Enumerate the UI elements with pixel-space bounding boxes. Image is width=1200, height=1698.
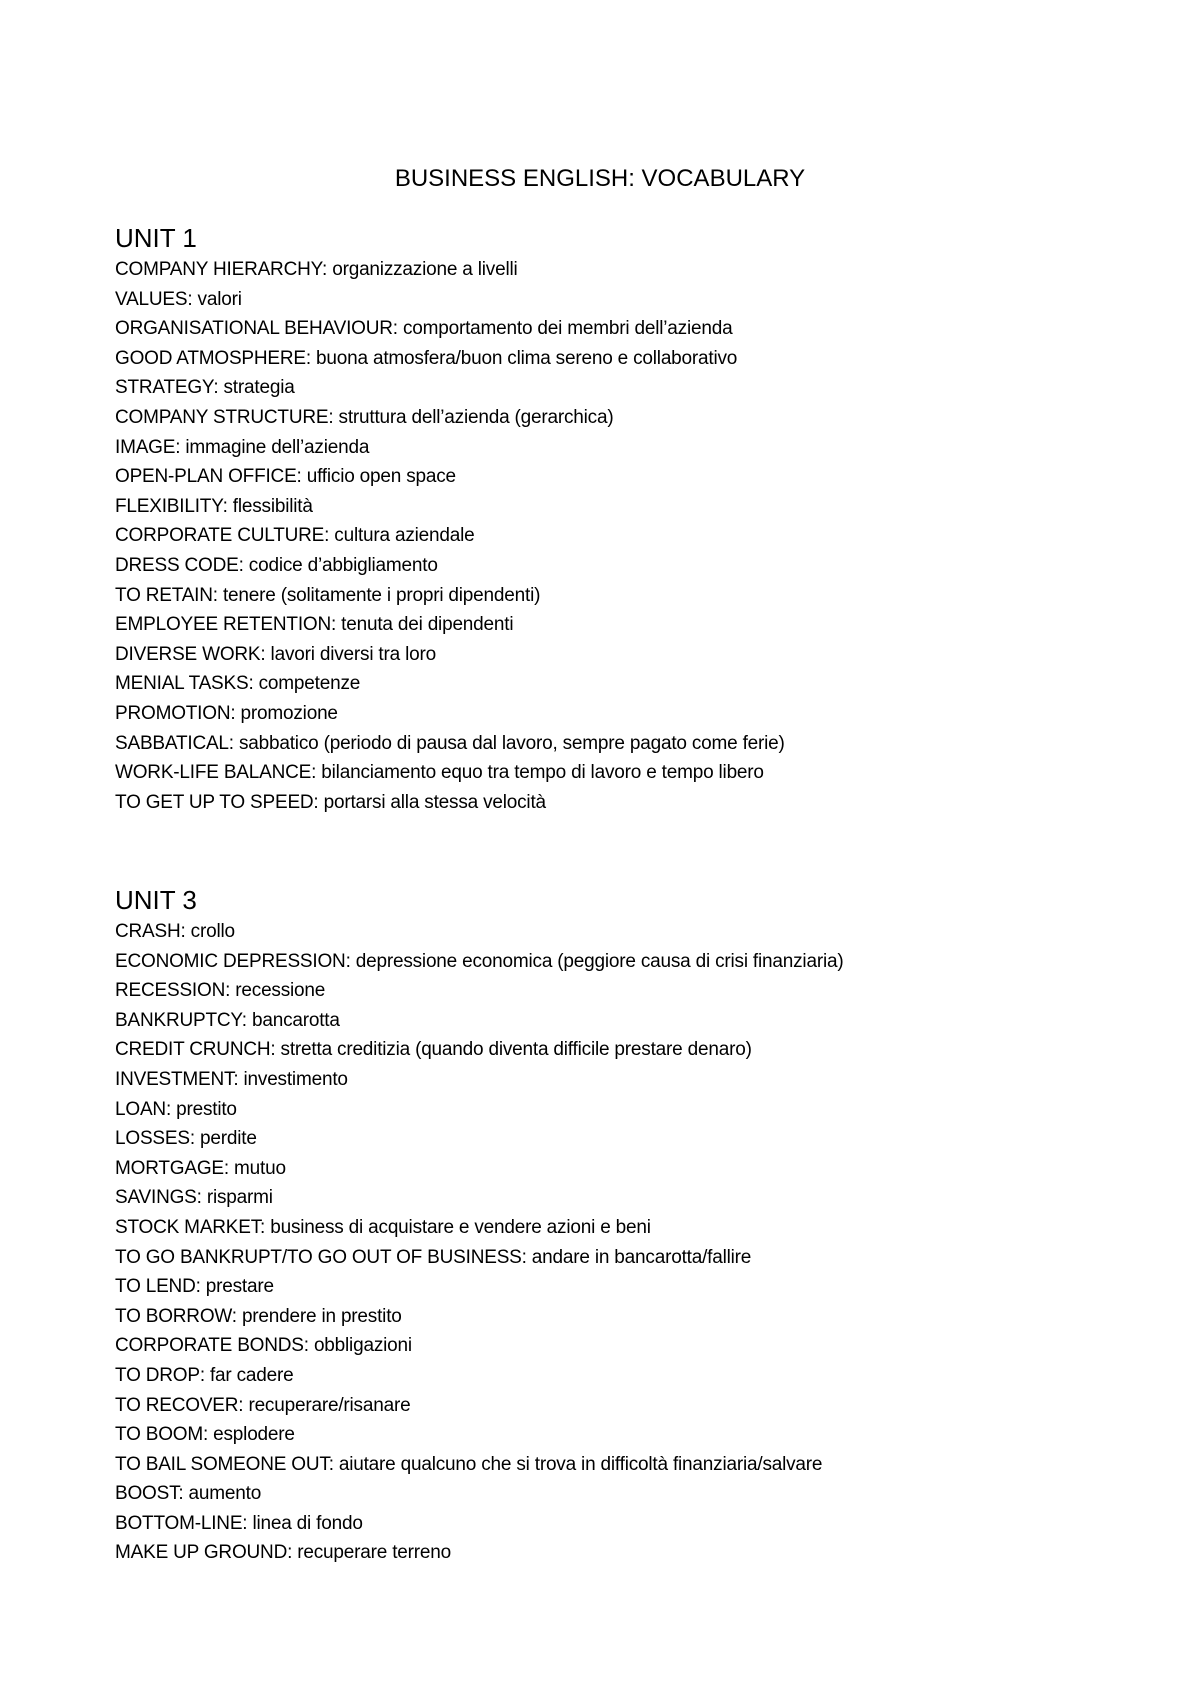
- vocabulary-entry: STRATEGY: strategia: [115, 377, 295, 399]
- vocabulary-entry: BOTTOM-LINE: linea di fondo: [115, 1512, 363, 1534]
- vocabulary-entry: ORGANISATIONAL BEHAVIOUR: comportamento dei membri dell’azienda: [115, 318, 733, 340]
- vocabulary-entry: WORK-LIFE BALANCE: bilanciamento equo tra tempo di lavoro e tempo libero: [115, 762, 764, 784]
- vocabulary-entry: OPEN-PLAN OFFICE: ufficio open space: [115, 466, 456, 488]
- vocabulary-entry: COMPANY STRUCTURE: struttura dell’azienda (gerarchica): [115, 406, 614, 428]
- vocabulary-entry: LOSSES: perdite: [115, 1128, 257, 1150]
- document-title: BUSINESS ENGLISH: VOCABULARY: [394, 165, 806, 193]
- vocabulary-entry: DIVERSE WORK: lavori diversi tra loro: [115, 643, 436, 665]
- vocabulary-entry: TO RETAIN: tenere (solitamente i propri dipendenti): [115, 584, 541, 606]
- unit-heading: UNIT 1: [115, 223, 197, 253]
- vocabulary-entry: LOAN: prestito: [115, 1098, 237, 1120]
- vocabulary-entry: ECONOMIC DEPRESSION: depressione economica (peggiore causa di crisi finanziaria): [115, 950, 844, 972]
- vocabulary-entry: BANKRUPTCY: bancarotta: [115, 1009, 340, 1031]
- vocabulary-entry: SAVINGS: risparmi: [115, 1187, 273, 1209]
- vocabulary-entry: IMAGE: immagine dell’azienda: [115, 436, 370, 458]
- vocabulary-entry: CREDIT CRUNCH: stretta creditizia (quando diventa difficile prestare denaro): [115, 1039, 752, 1061]
- vocabulary-entry: PROMOTION: promozione: [115, 702, 338, 724]
- vocabulary-entry: MAKE UP GROUND: recuperare terreno: [115, 1542, 452, 1564]
- vocabulary-entry: COMPANY HIERARCHY: organizzazione a livelli: [115, 259, 518, 280]
- vocabulary-entry: TO RECOVER: recuperare/risanare: [115, 1394, 411, 1416]
- vocabulary-entry: MORTGAGE: mutuo: [115, 1157, 286, 1179]
- vocabulary-entry: TO BOOM: esplodere: [115, 1424, 295, 1446]
- vocabulary-list: [115, 917, 1155, 1568]
- vocabulary-entry: GOOD ATMOSPHERE: buona atmosfera/buon clima sereno e collaborativo: [115, 347, 738, 369]
- vocabulary-list: [115, 255, 1155, 817]
- vocabulary-entry: TO GO BANKRUPT/TO GO OUT OF BUSINESS: andare in bancarotta/fallire: [115, 1246, 752, 1268]
- vocabulary-entry: TO LEND: prestare: [115, 1276, 274, 1298]
- vocabulary-entry: FLEXIBILITY: flessibilità: [115, 495, 313, 517]
- vocabulary-entry: CORPORATE CULTURE: cultura aziendale: [115, 525, 475, 547]
- unit-section-3: [115, 883, 1155, 1568]
- unit-section-1: [115, 221, 1155, 817]
- vocabulary-entry: TO BORROW: prendere in prestito: [115, 1305, 402, 1327]
- vocabulary-entry: RECESSION: recessione: [115, 980, 326, 1002]
- vocabulary-entry: VALUES: valori: [115, 288, 242, 310]
- vocabulary-entry: SABBATICAL: sabbatico (periodo di pausa dal lavoro, sempre pagato come ferie): [115, 732, 785, 754]
- vocabulary-entry: STOCK MARKET: business di acquistare e vendere azioni e beni: [115, 1216, 651, 1238]
- vocabulary-entry: TO GET UP TO SPEED: portarsi alla stessa velocità: [115, 791, 546, 813]
- vocabulary-entry: MENIAL TASKS: competenze: [115, 673, 361, 695]
- vocabulary-entry: TO BAIL SOMEONE OUT: aiutare qualcuno che si trova in difficoltà finanziaria/salvare: [115, 1453, 823, 1475]
- vocabulary-entry: TO DROP: far cadere: [115, 1364, 294, 1386]
- unit-heading: UNIT 3: [115, 885, 197, 915]
- vocabulary-entry: EMPLOYEE RETENTION: tenuta dei dipendenti: [115, 614, 514, 636]
- vocabulary-entry: CORPORATE BONDS: obbligazioni: [115, 1335, 412, 1357]
- vocabulary-entry: BOOST: aumento: [115, 1483, 262, 1505]
- vocabulary-entry: CRASH: crollo: [115, 921, 235, 942]
- vocabulary-entry: INVESTMENT: investimento: [115, 1068, 348, 1090]
- vocabulary-entry: DRESS CODE: codice d’abbigliamento: [115, 554, 438, 576]
